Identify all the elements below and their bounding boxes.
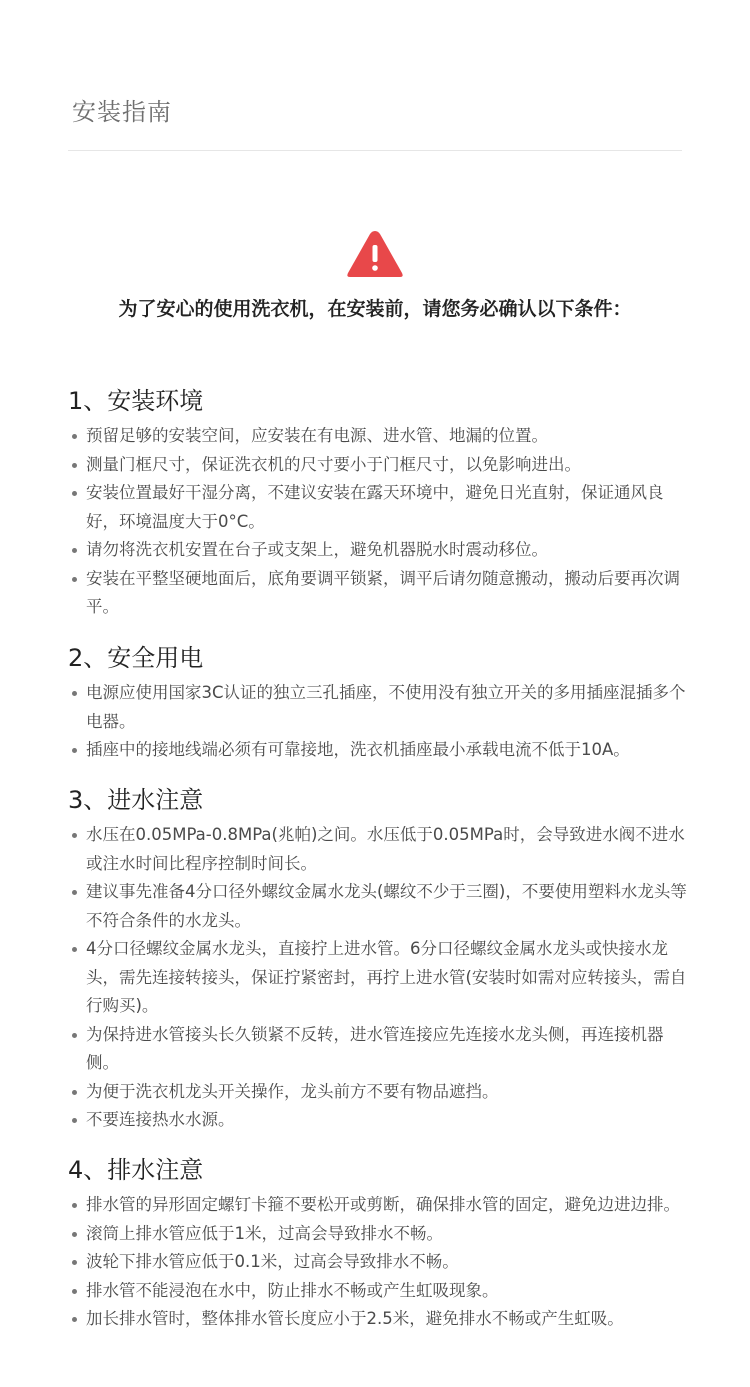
- list-item: 插座中的接地线端必须有可靠接地，洗衣机插座最小承载电流不低于10A。: [68, 736, 688, 765]
- bullet-list: [68, 821, 688, 1135]
- list-item: 电源应使用国家3C认证的独立三孔插座，不使用没有独立开关的多用插座混插多个电器。: [68, 679, 688, 736]
- list-item: 请勿将洗衣机安置在台子或支架上，避免机器脱水时震动移位。: [68, 536, 688, 565]
- list-item: 4分口径螺纹金属水龙头，直接拧上进水管。6分口径螺纹金属水龙头或快接水龙头，需先连接转接头，保证拧紧密封，再拧上进水管(安装时如需对应转接头，需自行购买)。: [68, 935, 688, 1021]
- warning-triangle-icon: [345, 228, 405, 280]
- list-item: 排水管不能浸泡在水中，防止排水不畅或产生虹吸现象。: [68, 1277, 688, 1306]
- section-heading: 3、进水注意: [68, 786, 204, 814]
- title-divider: [68, 150, 682, 151]
- page-title: 安装指南: [72, 98, 172, 126]
- list-item: 波轮下排水管应低于0.1米，过高会导致排水不畅。: [68, 1248, 688, 1277]
- section-installation-environment: [68, 384, 688, 622]
- section-heading: 1、安装环境: [68, 387, 204, 415]
- list-item: 排水管的异形固定螺钉卡箍不要松开或剪断，确保排水管的固定，避免边进边排。: [68, 1191, 688, 1220]
- bullet-list: [68, 679, 688, 765]
- section-drainage: [68, 1153, 688, 1334]
- intro-statement: 为了安心的使用洗衣机，在安装前，请您务必确认以下条件：: [118, 298, 632, 320]
- list-item: 为便于洗衣机龙头开关操作，龙头前方不要有物品遮挡。: [68, 1078, 688, 1107]
- list-item: 安装在平整坚硬地面后，底角要调平锁紧，调平后请勿随意搬动，搬动后要再次调平。: [68, 565, 688, 622]
- bullet-list: [68, 1191, 688, 1334]
- list-item: 预留足够的安装空间，应安装在有电源、进水管、地漏的位置。: [68, 422, 688, 451]
- list-item: 水压在0.05MPa-0.8MPa(兆帕)之间。水压低于0.05MPa时，会导致进水阀不进水或注水时间比程序控制时间长。: [68, 821, 688, 878]
- section-water-inlet: [68, 783, 688, 1135]
- bullet-list: [68, 422, 688, 622]
- section-electrical-safety: [68, 641, 688, 765]
- list-item: 为保持进水管接头长久锁紧不反转，进水管连接应先连接水龙头侧，再连接机器侧。: [68, 1021, 688, 1078]
- list-item: 安装位置最好干湿分离，不建议安装在露天环境中，避免日光直射，保证通风良好，环境温度大于0°C。: [68, 479, 688, 536]
- section-heading: 2、安全用电: [68, 644, 204, 672]
- list-item: 加长排水管时，整体排水管长度应小于2.5米，避免排水不畅或产生虹吸。: [68, 1305, 688, 1334]
- list-item: 测量门框尺寸，保证洗衣机的尺寸要小于门框尺寸，以免影响进出。: [68, 451, 688, 480]
- list-item: 不要连接热水水源。: [68, 1106, 688, 1135]
- section-heading: 4、排水注意: [68, 1156, 204, 1184]
- list-item: 滚筒上排水管应低于1米，过高会导致排水不畅。: [68, 1220, 688, 1249]
- list-item: 建议事先准备4分口径外螺纹金属水龙头(螺纹不少于三圈)，不要使用塑料水龙头等不符合条件的水龙头。: [68, 878, 688, 935]
